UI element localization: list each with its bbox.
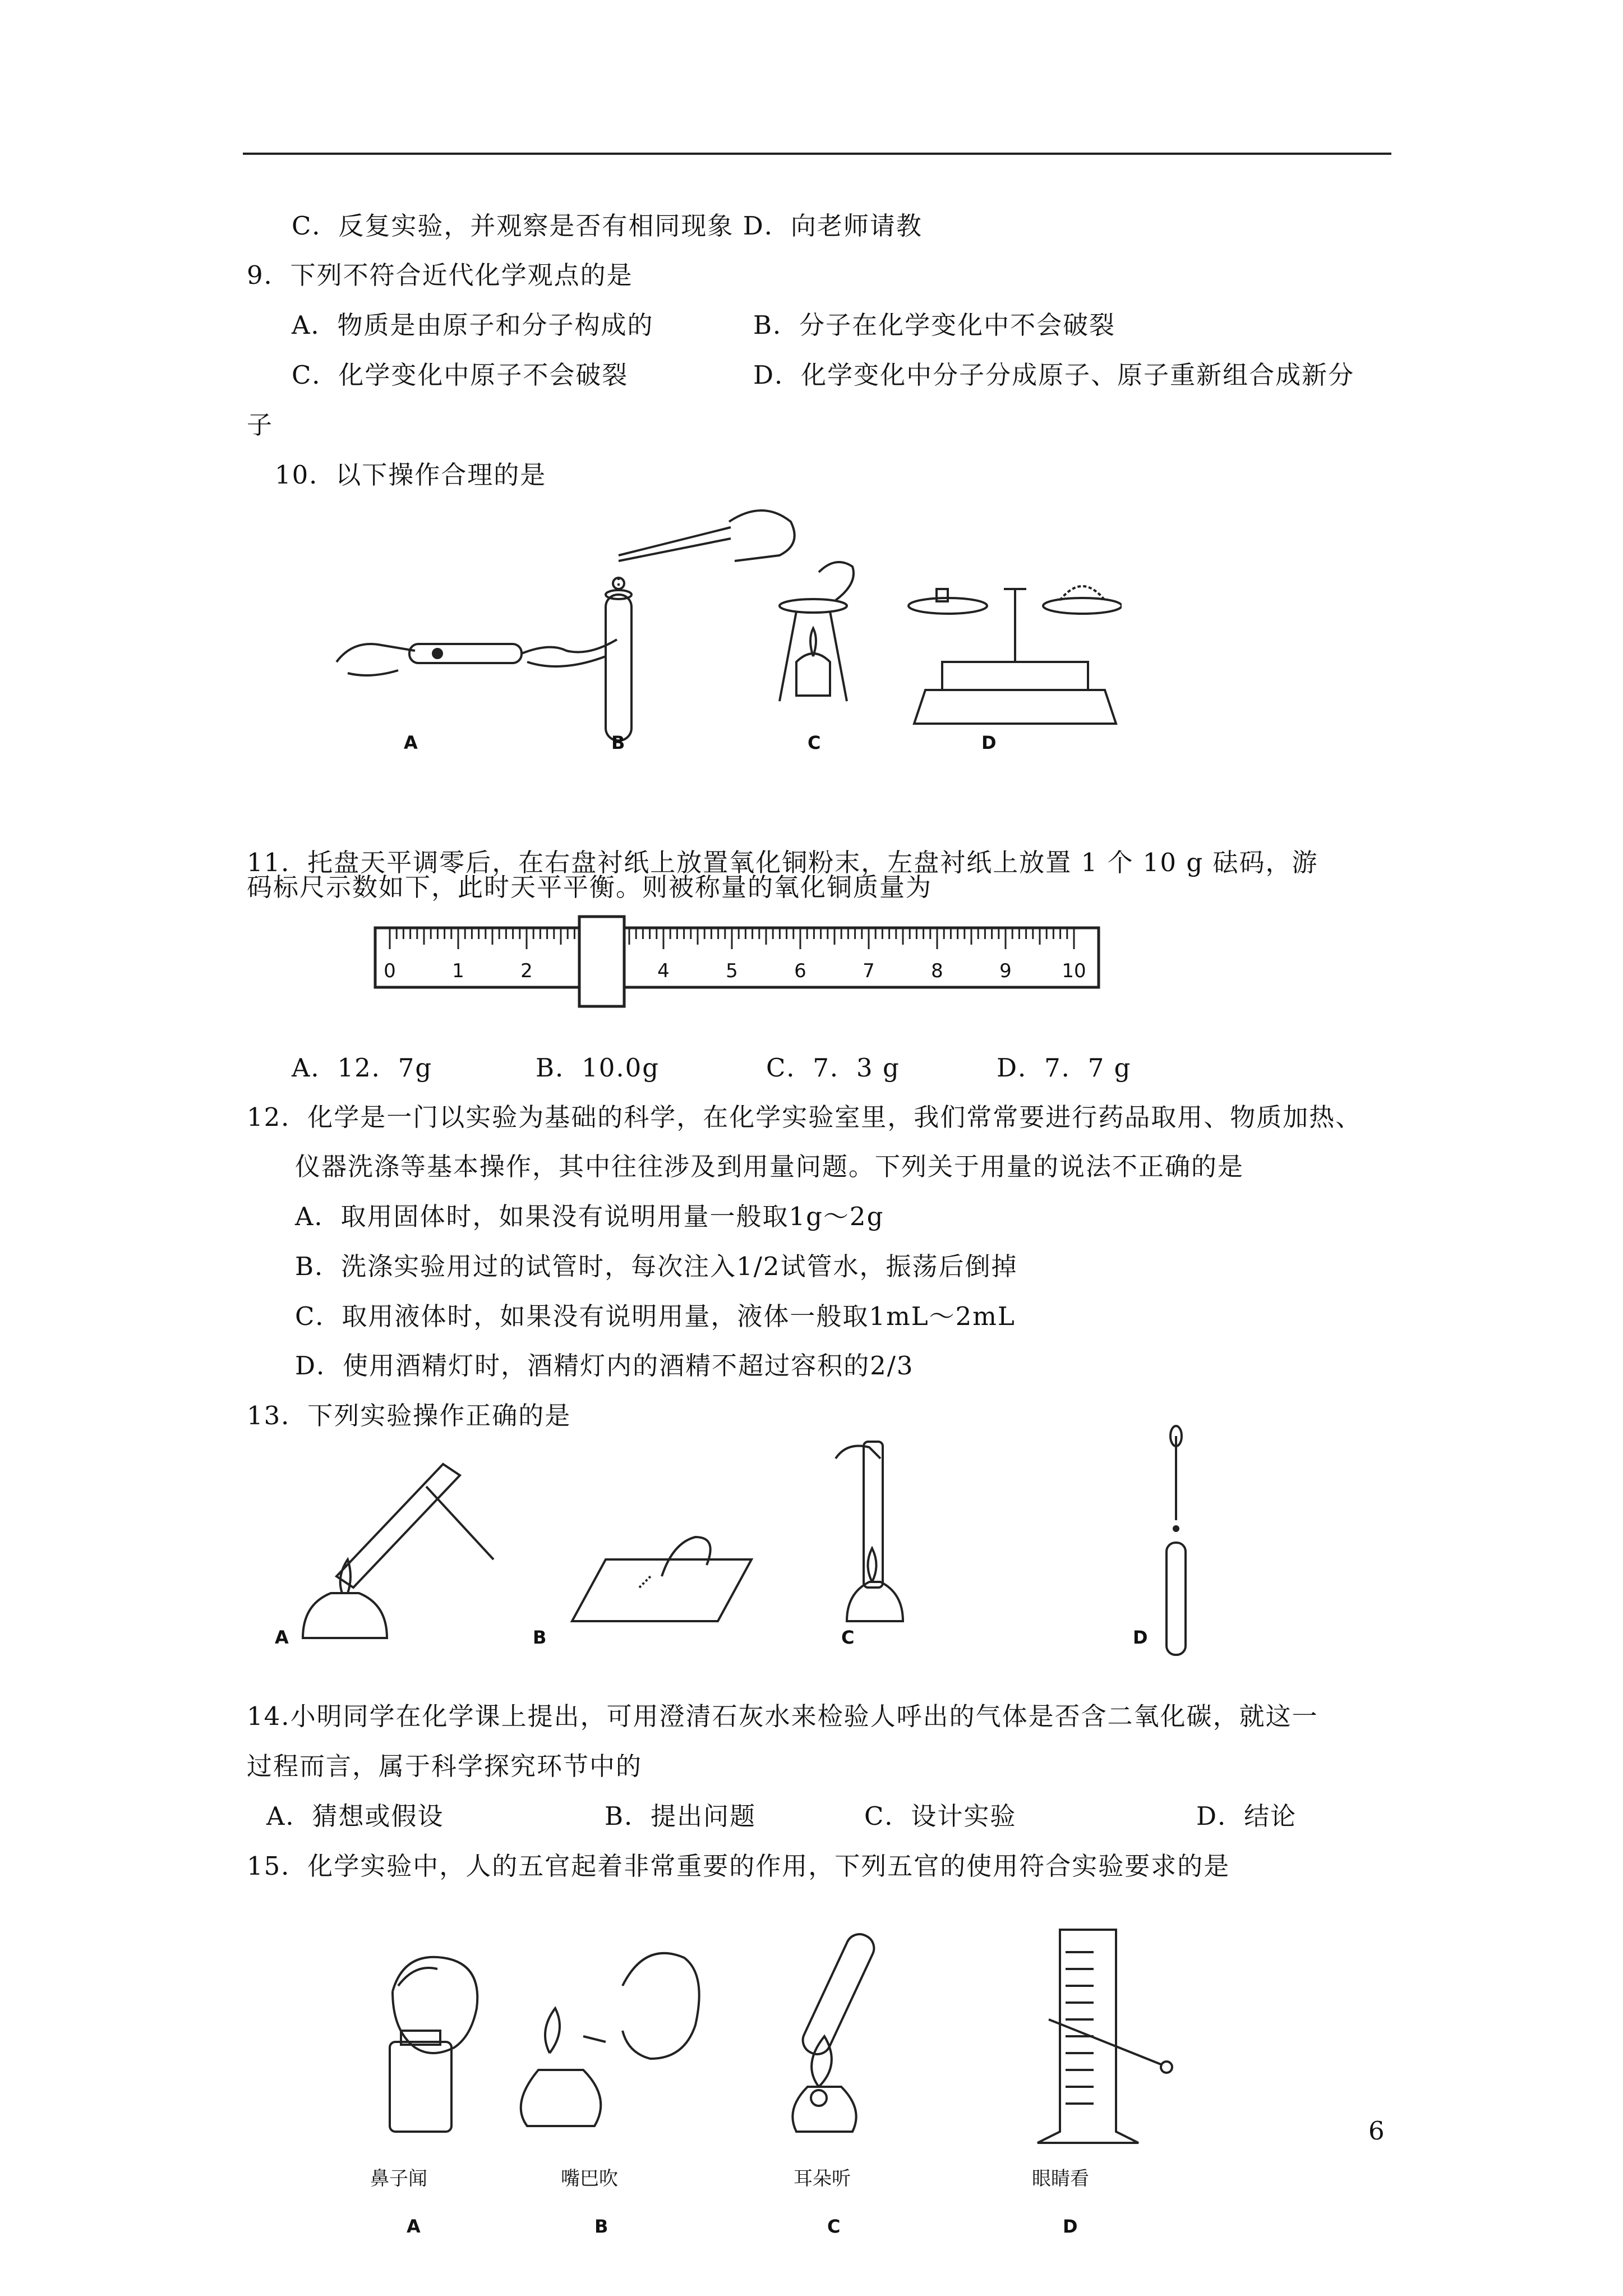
q15-label-c: C	[827, 2216, 841, 2237]
q10-a-hands-tube	[336, 639, 617, 675]
q13-label-c: C	[841, 1627, 855, 1648]
q9-option-d: D．化学变化中分子分成原子、原子重新组合成新分	[753, 360, 1355, 390]
q14-option-a: A．猜想或假设	[266, 1801, 444, 1831]
q9-option-d-wrap: 子	[247, 410, 274, 440]
ruler-ticks	[390, 929, 1074, 949]
header-rule	[243, 153, 1391, 155]
q11-option-b: B．10.0g	[536, 1053, 660, 1083]
q11-stem-1: 11．托盘天平调零后，在右盘衬纸上放置氧化铜粉末，左盘衬纸上放置 1 个 10 g 砝码，游	[247, 848, 1318, 877]
q11-option-a: A．12．7g	[292, 1053, 433, 1083]
q15-caption-c: 耳朵听	[794, 2168, 851, 2190]
q12-option-a: A．取用固体时，如果没有说明用量一般取1g～2g	[295, 1202, 884, 1231]
q10-stem: 10．以下操作合理的是	[275, 460, 547, 490]
q13-a-heating-tube	[303, 1464, 494, 1638]
ruler-number: 5	[726, 960, 738, 982]
q10-d-balance	[909, 586, 1122, 724]
ruler-number: 7	[863, 960, 875, 982]
q10-label-c: C	[808, 732, 821, 753]
q12-option-d: D．使用酒精灯时，酒精灯内的酒精不超过容积的2/3	[295, 1351, 914, 1381]
q14-option-b: B．提出问题	[605, 1801, 757, 1831]
q14-option-d: D．结论	[1196, 1801, 1297, 1831]
q12-stem-1: 12．化学是一门以实验为基础的科学，在化学实验室里，我们常常要进行药品取用、物质加热、	[247, 1102, 1362, 1132]
q15-label-a: A	[407, 2216, 421, 2237]
q9-option-c: C．化学变化中原子不会破裂	[292, 360, 629, 390]
q14-stem-2: 过程而言，属于科学探究环节中的	[247, 1751, 643, 1781]
ruler-number: 6	[794, 960, 806, 982]
q12-stem-2: 仪器洗涤等基本操作，其中往往涉及到用量问题。下列关于用量的说法不正确的是	[295, 1152, 1244, 1181]
q9-stem: 9．下列不符合近代化学观点的是	[247, 260, 633, 290]
q14-stem-1: 14.小明同学在化学课上提出，可用澄清石灰水来检验人呼出的气体是否含二氧化碳，就这一	[247, 1701, 1318, 1731]
rider-scale-figure	[373, 914, 1102, 1010]
rider-slider	[579, 917, 624, 1006]
q12-option-b: B．洗涤实验用过的试管时，每次注入1/2试管水，振荡后倒掉	[295, 1251, 1018, 1281]
ruler-number: 4	[657, 960, 670, 982]
q14-option-c: C．设计实验	[864, 1801, 1017, 1831]
q15-caption-a: 鼻子闻	[370, 2168, 427, 2190]
q11-option-d: D．7．7 g	[997, 1053, 1132, 1083]
q13-label-b: B	[533, 1627, 547, 1648]
ruler-number: 1	[452, 960, 464, 982]
q15-stem: 15．化学实验中，人的五官起着非常重要的作用，下列五官的使用符合实验要求的是	[247, 1851, 1230, 1881]
q15-label-d: D	[1063, 2216, 1078, 2237]
q13-label-d: D	[1133, 1627, 1148, 1648]
ruler-number: 0	[384, 960, 396, 982]
q10-label-a: A	[404, 732, 418, 753]
q15-d-look	[1038, 1930, 1172, 2143]
q10-label-d: D	[981, 732, 997, 753]
q15-figure	[359, 1918, 1211, 2255]
q9-option-a: A．物质是由原子和分子构成的	[292, 310, 654, 340]
q15-c-listen	[792, 1930, 878, 2132]
q13-label-a: A	[275, 1627, 289, 1648]
q15-caption-b: 嘴巴吹	[561, 2168, 618, 2190]
ruler-number: 9	[999, 960, 1012, 982]
q8-option-c-d: C．反复实验，并观察是否有相同现象 D．向老师请教	[292, 211, 923, 241]
q13-c-heating-tube	[836, 1442, 903, 1621]
q15-a-smell	[390, 1957, 477, 2132]
ruler-number: 10	[1062, 960, 1086, 982]
q15-label-b: B	[594, 2216, 608, 2237]
q12-option-c: C．取用液体时，如果没有说明用量，液体一般取1mL～2mL	[295, 1301, 1016, 1331]
q15-b-blow	[521, 1953, 699, 2126]
q10-c-burner	[780, 562, 854, 701]
q13-figure	[269, 1425, 1234, 1660]
ruler-numbers	[384, 960, 1086, 982]
q10-label-b: B	[611, 732, 625, 753]
q9-option-b: B．分子在化学变化中不会破裂	[753, 310, 1116, 340]
q10-b-tweezers-tube	[606, 510, 795, 740]
q13-d-dropper-tube	[1166, 1426, 1186, 1655]
ruler-number: 2	[520, 960, 533, 982]
ruler-number: 8	[931, 960, 943, 982]
q10-figure	[325, 494, 1122, 763]
page-number: 6	[1368, 2116, 1385, 2146]
q11-option-c: C．7．3 g	[766, 1053, 900, 1083]
q13-b-paper	[572, 1537, 751, 1621]
q11-stem-2: 码标尺示数如下，此时天平平衡。则被称量的氧化铜质量为	[247, 872, 933, 902]
q15-caption-d: 眼睛看	[1032, 2168, 1089, 2190]
q13-stem: 13．下列实验操作正确的是	[247, 1401, 571, 1430]
